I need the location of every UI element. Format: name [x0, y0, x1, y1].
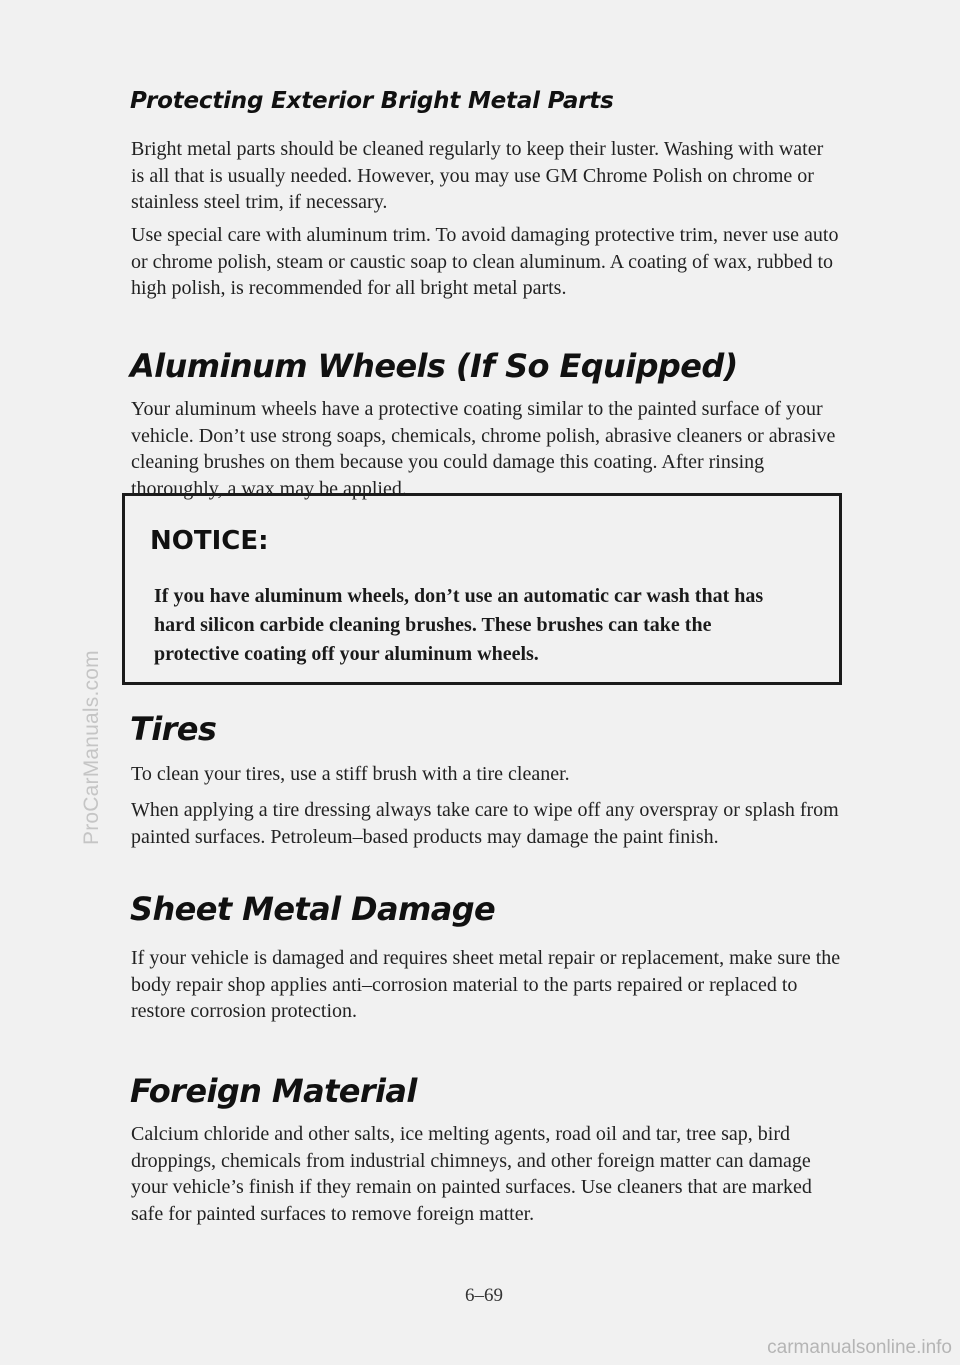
heading-bright-metal: Protecting Exterior Bright Metal Parts	[130, 88, 614, 114]
paragraph-sheet-metal-damage: If your vehicle is damaged and requires sheet metal repair or replacement, make sure the body repair shop applies anti–corrosion material to the parts repaired or replaced to restore corrosion protection.	[131, 947, 841, 1022]
paragraph-bright-metal-2: Use special care with aluminum trim. To avoid damaging protective trim, never use auto or chrome polish, steam or caustic soap to clean aluminum. A coating of wax, rubbed to high polish, is recommended for all bright metal parts.	[131, 224, 839, 299]
side-watermark: ProCarManuals.com	[80, 650, 103, 845]
paragraph-tires-1: To clean your tires, use a stiff brush with a tire cleaner.	[131, 763, 570, 785]
page-number: 6–69	[465, 1285, 503, 1306]
paragraph-aluminum-wheels: Your aluminum wheels have a protective coating similar to the painted surface of your vehicle. Don’t use strong soaps, chemicals, chrome polish, abrasive cleaners or abrasive cleaning brushes on them because you could damage this coating. After rinsing thoroughly, a wax may be applied.	[131, 398, 836, 500]
paragraph-tires-2: When applying a tire dressing always take care to wipe off any overspray or splash from painted surfaces. Petroleum–based products may damage the paint finish.	[131, 799, 839, 848]
notice-text: If you have aluminum wheels, don’t use an automatic car wash that has hard silicon carbide cleaning brushes. These brushes can take the protective coating off your aluminum wheels.	[154, 585, 764, 665]
notice-title: NOTICE:	[150, 526, 269, 556]
paragraph-foreign-material: Calcium chloride and other salts, ice melting agents, road oil and tar, tree sap, bird droppings, chemicals from industrial chimneys, and other foreign matter can damage your vehicle’s finish if they remain on painted surfaces. Use cleaners that are marked safe for painted surfaces to remove foreign matter.	[131, 1123, 812, 1225]
heading-sheet-metal-damage: Sheet Metal Damage	[130, 890, 496, 928]
paragraph-bright-metal-1: Bright metal parts should be cleaned regularly to keep their luster. Washing with water is all that is usually needed. However, you may use GM Chrome Polish on chrome or stainless steel trim, if necessary.	[131, 138, 824, 213]
heading-foreign-material: Foreign Material	[130, 1072, 417, 1110]
heading-aluminum-wheels: Aluminum Wheels (If So Equipped)	[130, 347, 738, 385]
notice-box	[122, 493, 842, 685]
footer-watermark: carmanualsonline.info	[767, 1337, 952, 1358]
heading-tires: Tires	[130, 710, 217, 748]
